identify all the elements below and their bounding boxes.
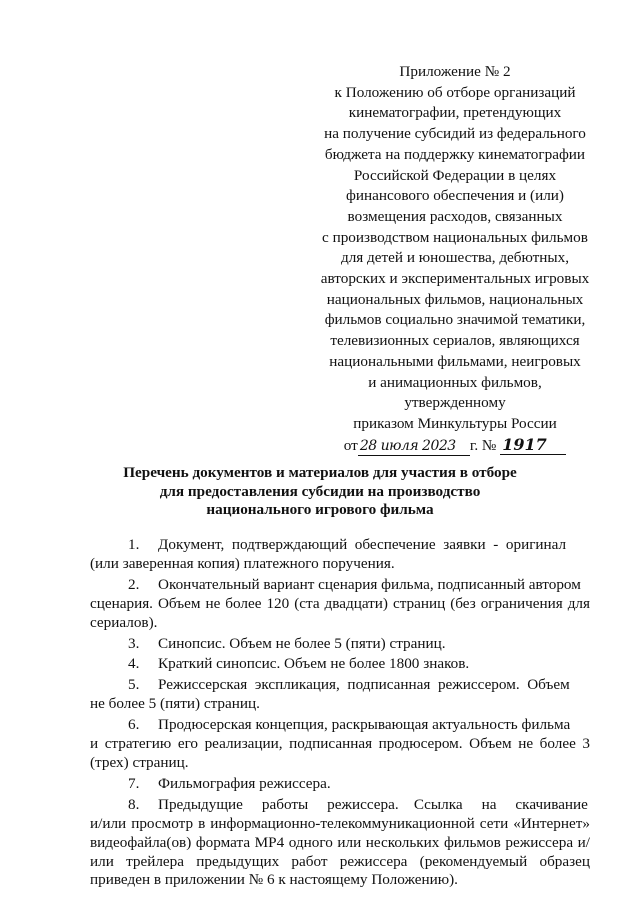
item-text: Документ, подтверждающий обеспечение заявки - оригинал [158,536,567,553]
appendix-line: авторских и экспериментальных игровых [320,270,590,288]
list-item [90,775,590,794]
item-continuation: не более 5 (пяти) страниц. [90,695,260,713]
item-text: Продюсерская концепция, раскрывающая актуальность фильма [158,716,571,734]
item-text: Краткий синопсис. Объем не более 1800 знаков. [158,655,470,673]
handwritten-order-number: 1917 [500,436,566,455]
appendix-line: приказом Минкультуры России [353,414,557,432]
list-item [90,536,590,574]
appendix-line: кинематографии, претендующих [348,104,562,122]
appendix-line: и анимационных фильмов, [368,373,542,391]
item-first-line [90,655,590,674]
list-item [90,716,590,773]
list-item [90,635,590,654]
appendix-line: возмещения расходов, связанных [347,207,563,225]
appendix-line: с производством национальных фильмов [322,228,588,246]
item-first-line [90,635,590,654]
item-number: 4. [128,655,140,673]
item-text: Окончательный вариант сценария фильма, подписанный автором [158,575,581,593]
item-number: 8. [128,795,140,813]
item-first-line [90,576,590,595]
title-line: для предоставления субсидии на производство [159,482,481,500]
item-number: 2. [128,575,140,593]
appendix-header [300,62,610,456]
item-first-line [90,716,590,735]
list-item [90,796,590,891]
handwritten-date: 28 июля 2023 [358,437,470,456]
item-first-line [90,676,590,695]
appendix-line: Российской Федерации в целях [353,166,557,184]
year-suffix: г. № [469,436,497,454]
item-first-line [90,536,590,555]
title-line: Перечень документов и материалов для участия в отборе [123,464,517,481]
item-continuation: сценария. Объем не более 120 (ста двадцати) страниц (без ограничения для сериалов). [90,594,590,631]
item-number: 7. [128,774,140,792]
document-title [80,464,560,520]
order-date-line [300,436,610,457]
from-label: от [343,436,358,454]
item-continuation: и стратегию его реализации, подписанная продюсером. Объем не более 3 (трех) страниц. [90,735,590,771]
item-number: 1. [128,536,140,553]
item-number: 3. [128,634,140,652]
item-continuation: (или заверенная копия) платежного поручения. [90,554,395,572]
list-item [90,676,590,714]
appendix-line: утвержденному [404,394,506,412]
appendix-line: финансового обеспечения и (или) [346,187,564,205]
appendix-line: телевизионных сериалов, являющихся [330,332,580,350]
appendix-line: к Положению об отборе организаций [334,83,576,101]
list-item [90,576,590,633]
documents-list [90,536,590,892]
appendix-line: бюджета на поддержку кинематографии [324,145,586,163]
item-text: Синопсис. Объем не более 5 (пяти) страниц. [158,634,446,652]
item-first-line [90,775,590,794]
item-text: Фильмография режиссера. [158,774,331,792]
appendix-line: на получение субсидий из федерального [324,125,586,143]
appendix-line: фильмов социально значимой тематики, [324,311,586,329]
title-line: национального игрового фильма [206,501,434,519]
appendix-line: национальными фильмами, неигровых [329,352,581,370]
appendix-line: для детей и юношества, дебютных, [340,249,570,267]
item-text: Режиссерская экспликация, подписанная режиссером. Объем [158,676,570,694]
item-number: 6. [128,716,140,734]
appendix-line: Приложение № 2 [399,63,511,80]
item-first-line [90,796,590,815]
item-text: Предыдущие работы режиссера. Ссылка на скачивание [158,795,588,813]
list-item [90,655,590,674]
item-continuation: и/или просмотр в информационно-телекоммуникационной сети «Интернет» видеофайла(ов) формата MP4 одного или нескольких фильмов режиссера и/или трейлера предыдущих работ режиссера (рекомендуемый образец приведен в приложении № 6 к настоящему Положению). [90,814,590,889]
item-number: 5. [128,676,140,694]
appendix-line: национальных фильмов, национальных [326,290,584,308]
